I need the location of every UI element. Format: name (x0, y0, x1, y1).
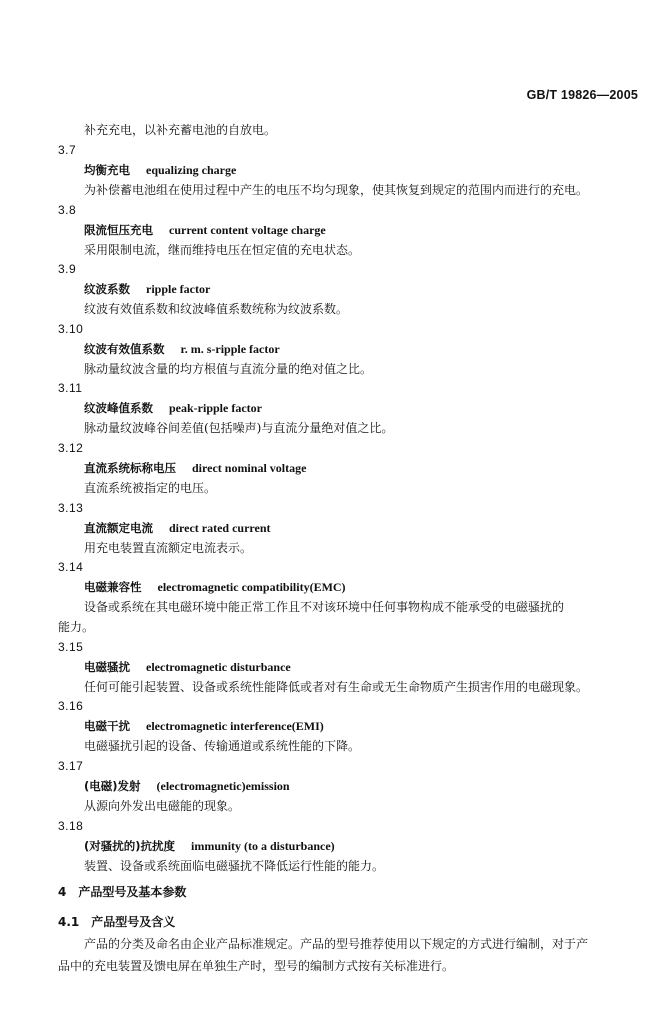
entry-term-english: current content voltage charge (169, 223, 326, 237)
entry-term (84, 460, 306, 476)
entry-term-chinese: 均衡充电 (84, 163, 130, 177)
entry-term-chinese: 电磁干扰 (84, 719, 130, 733)
entry-definition-line: 脉动量纹波峰谷间差值(包括噪声)与直流分量绝对值之比。 (84, 421, 394, 435)
entry-term-english: peak-ripple factor (169, 401, 262, 415)
entry-term-chinese: (电磁)发射 (84, 779, 141, 793)
entry-term-english: r. m. s-ripple factor (180, 342, 280, 356)
entry-number: 3.10 (58, 322, 84, 336)
entry-number: 3.11 (58, 381, 83, 395)
entry-term (84, 778, 290, 794)
entry-term-chinese: 直流系统标称电压 (84, 461, 176, 475)
section-4-1-heading (58, 914, 175, 930)
entry-term-english: electromagnetic disturbance (146, 660, 291, 674)
entry-number: 3.15 (58, 640, 84, 654)
entry-definition-line: 任何可能引起装置、设备或系统性能降低或者对有生命或无生命物质产生损害作用的电磁现象。 (84, 680, 589, 694)
entry-term (84, 659, 291, 675)
entry-term-chinese: 直流额定电流 (84, 521, 153, 535)
section-4-1-number: 4.1 (58, 915, 80, 929)
entry-definition-line: 采用限制电流，继而维持电压在恒定值的充电状态。 (84, 243, 361, 257)
entry-term-english: electromagnetic interference(EMI) (146, 719, 324, 733)
entry-number: 3.8 (58, 203, 77, 217)
entry-number: 3.7 (58, 143, 77, 157)
entry-term (84, 520, 271, 536)
entry-definition-line: 从源向外发出电磁能的现象。 (84, 799, 241, 813)
entry-term-english: immunity (to a disturbance) (191, 839, 335, 853)
entry-term-english: equalizing charge (146, 163, 237, 177)
entry-term-chinese: 电磁骚扰 (84, 660, 130, 674)
entry-definition-line: 电磁骚扰引起的设备、传输通道或系统性能的下降。 (84, 739, 361, 753)
entry-term-english: direct rated current (169, 521, 271, 535)
section-4-1-body-line: 产品的分类及命名由企业产品标准规定。产品的型号推荐使用以下规定的方式进行编制，对于产 (84, 937, 589, 951)
entry-term (84, 718, 324, 734)
intro-text: 补充充电，以补充蓄电池的自放电。 (84, 123, 277, 137)
section-4-title: 产品型号及基本参数 (78, 885, 187, 899)
entry-term-chinese: (对骚扰的)抗扰度 (84, 839, 176, 853)
entry-term-english: electromagnetic compatibility(EMC) (157, 580, 346, 594)
entry-number: 3.17 (58, 759, 84, 773)
entry-term (84, 222, 326, 238)
entry-number: 3.9 (58, 262, 77, 276)
entry-term-chinese: 纹波系数 (84, 282, 130, 296)
entry-definition-line: 设备或系统在其电磁环境中能正常工作且不对该环境中任何事物构成不能承受的电磁骚扰的 (84, 600, 565, 614)
entry-term (84, 579, 346, 595)
entry-number: 3.12 (58, 441, 84, 455)
entry-term-chinese: 纹波峰值系数 (84, 401, 153, 415)
entry-term-chinese: 电磁兼容性 (84, 580, 142, 594)
entry-term (84, 162, 236, 178)
entry-term (84, 838, 335, 854)
section-4-1-title: 产品型号及含义 (91, 915, 176, 929)
entry-term-chinese: 限流恒压充电 (84, 223, 153, 237)
entry-term-english: (electromagnetic)emission (156, 779, 290, 793)
entry-definition-line: 为补偿蓄电池组在使用过程中产生的电压不均匀现象，使其恢复到规定的范围内而进行的充电。 (84, 183, 589, 197)
entry-number: 3.14 (58, 560, 84, 574)
entry-definition-line: 能力。 (58, 620, 95, 634)
entry-term-english: ripple factor (146, 282, 211, 296)
section-4-number: 4 (58, 885, 67, 899)
entry-definition-line: 纹波有效值系数和纹波峰值系数统称为纹波系数。 (84, 302, 349, 316)
entry-definition-line: 脉动量纹波含量的均方根值与直流分量的绝对值之比。 (84, 362, 373, 376)
section-4-heading (58, 884, 186, 900)
entry-term (84, 400, 262, 416)
entry-definition-line: 直流系统被指定的电压。 (84, 481, 217, 495)
section-4-1-body-line: 品中的充电装置及馈电屏在单独生产时，型号的编制方式按有关标准进行。 (58, 959, 455, 973)
entry-definition-line: 用充电装置直流额定电流表示。 (84, 541, 253, 555)
standard-code: GB/T 19826—2005 (526, 88, 638, 102)
entry-number: 3.18 (58, 819, 84, 833)
entry-term (84, 341, 280, 357)
entry-term (84, 281, 210, 297)
entry-number: 3.13 (58, 501, 84, 515)
entry-term-chinese: 纹波有效值系数 (84, 342, 165, 356)
entry-number: 3.16 (58, 699, 84, 713)
entry-term-english: direct nominal voltage (192, 461, 307, 475)
entry-definition-line: 装置、设备或系统面临电磁骚扰不降低运行性能的能力。 (84, 859, 385, 873)
